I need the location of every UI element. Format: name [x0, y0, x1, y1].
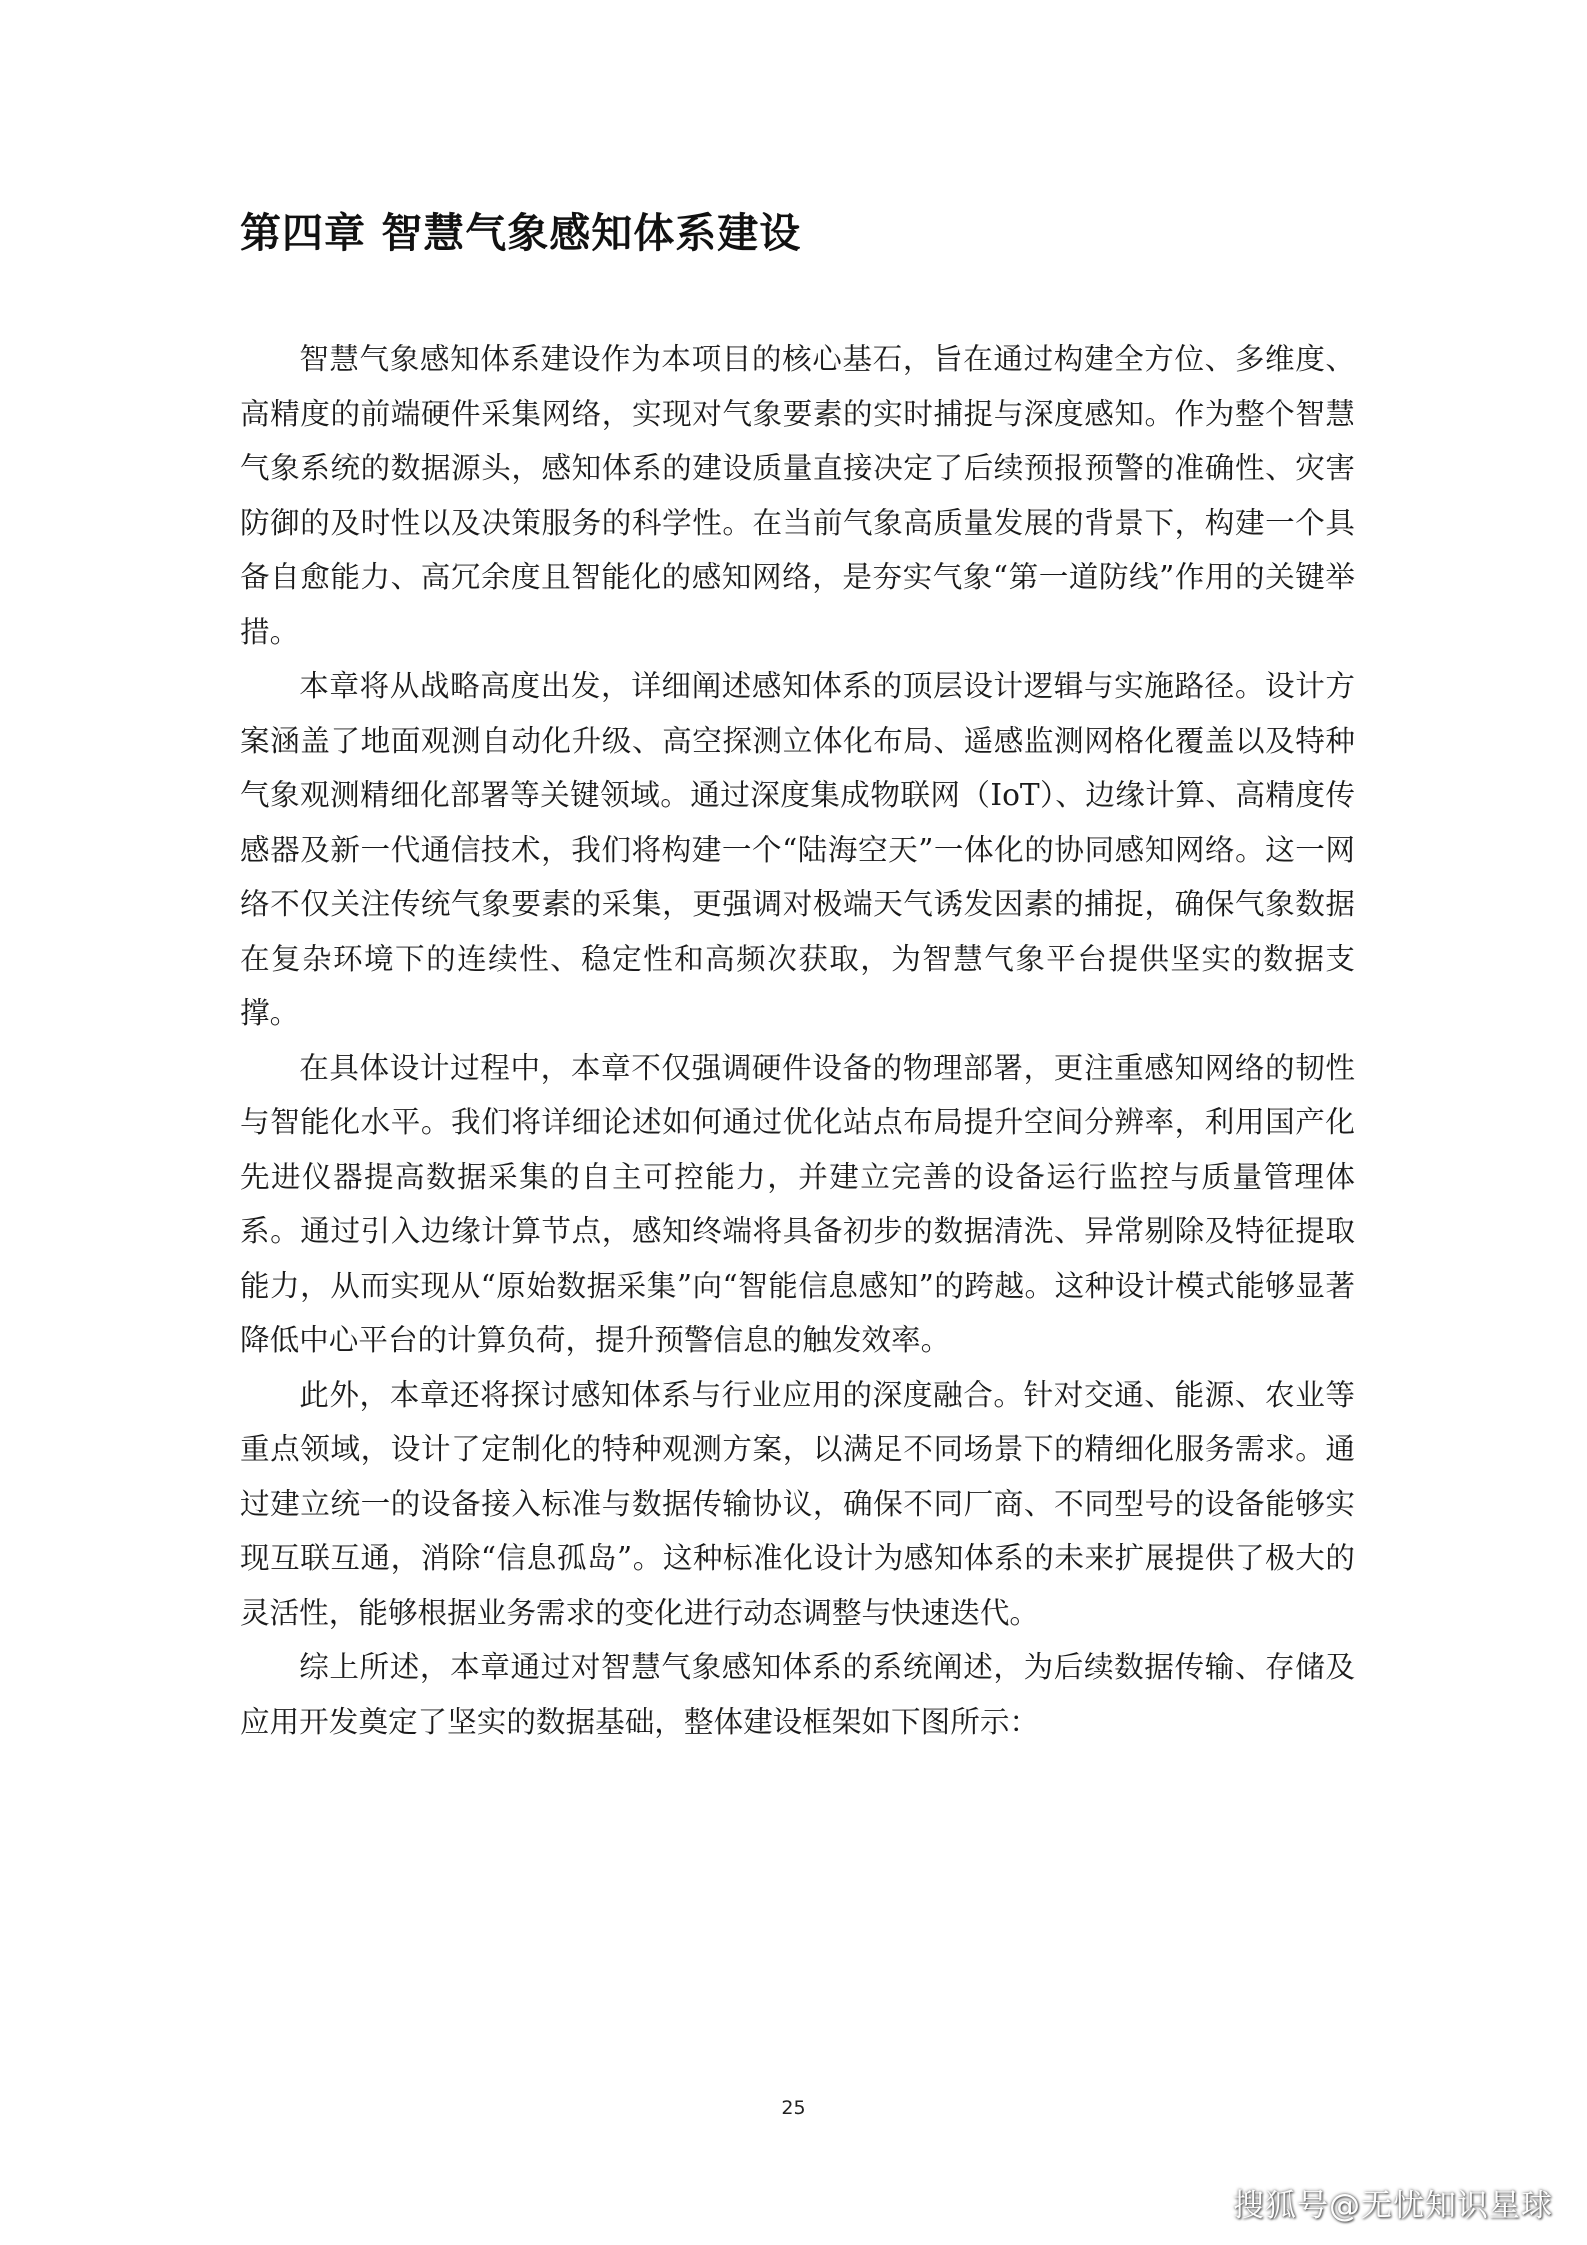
- body-text: [240, 332, 1355, 1749]
- watermark: 搜狐号@无忧知识星球: [1233, 2188, 1553, 2224]
- paragraph-2: 本章将从战略高度出发，详细阐述感知体系的顶层设计逻辑与实施路径。设计方案涵盖了地面观测自动化升级、高空探测立体化布局、遥感监测网格化覆盖以及特种气象观测精细化部署等关键领域。通过深度集成物联网（IoT）、边缘计算、高精度传感器及新一代通信技术，我们将构建一个“陆海空天”一体化的协同感知网络。这一网络不仅关注传统气象要素的采集，更强调对极端天气诱发因素的捕捉，确保气象数据在复杂环境下的连续性、稳定性和高频次获取，为智慧气象平台提供坚实的数据支撑。: [240, 669, 1355, 1030]
- page-number: 25: [781, 2097, 806, 2119]
- paragraph-4: 此外，本章还将探讨感知体系与行业应用的深度融合。针对交通、能源、农业等重点领域，设计了定制化的特种观测方案，以满足不同场景下的精细化服务需求。通过建立统一的设备接入标准与数据传输协议，确保不同厂商、不同型号的设备能够实现互联互通，消除“信息孤岛”。这种标准化设计为感知体系的未来扩展提供了极大的灵活性，能够根据业务需求的变化进行动态调整与快速迭代。: [240, 1377, 1355, 1630]
- paragraph-5: 综上所述，本章通过对智慧气象感知体系的系统阐述，为后续数据传输、存储及应用开发奠定了坚实的数据基础，整体建设框架如下图所示：: [240, 1650, 1355, 1739]
- chapter-title: 第四章 智慧气象感知体系建设: [240, 209, 802, 257]
- paragraph-1: 智慧气象感知体系建设作为本项目的核心基石，旨在通过构建全方位、多维度、高精度的前端硬件采集网络，实现对气象要素的实时捕捉与深度感知。作为整个智慧气象系统的数据源头，感知体系的建设质量直接决定了后续预报预警的准确性、灾害防御的及时性以及决策服务的科学性。在当前气象高质量发展的背景下，构建一个具备自愈能力、高冗余度且智能化的感知网络，是夯实气象“第一道防线”作用的关键举措。: [240, 342, 1355, 649]
- paragraph-3: 在具体设计过程中，本章不仅强调硬件设备的物理部署，更注重感知网络的韧性与智能化水平。我们将详细论述如何通过优化站点布局提升空间分辨率，利用国产化先进仪器提高数据采集的自主可控能力，并建立完善的设备运行监控与质量管理体系。通过引入边缘计算节点，感知终端将具备初步的数据清洗、异常剔除及特征提取能力，从而实现从“原始数据采集”向“智能信息感知”的跨越。这种设计模式能够显著降低中心平台的计算负荷，提升预警信息的触发效率。: [240, 1050, 1355, 1357]
